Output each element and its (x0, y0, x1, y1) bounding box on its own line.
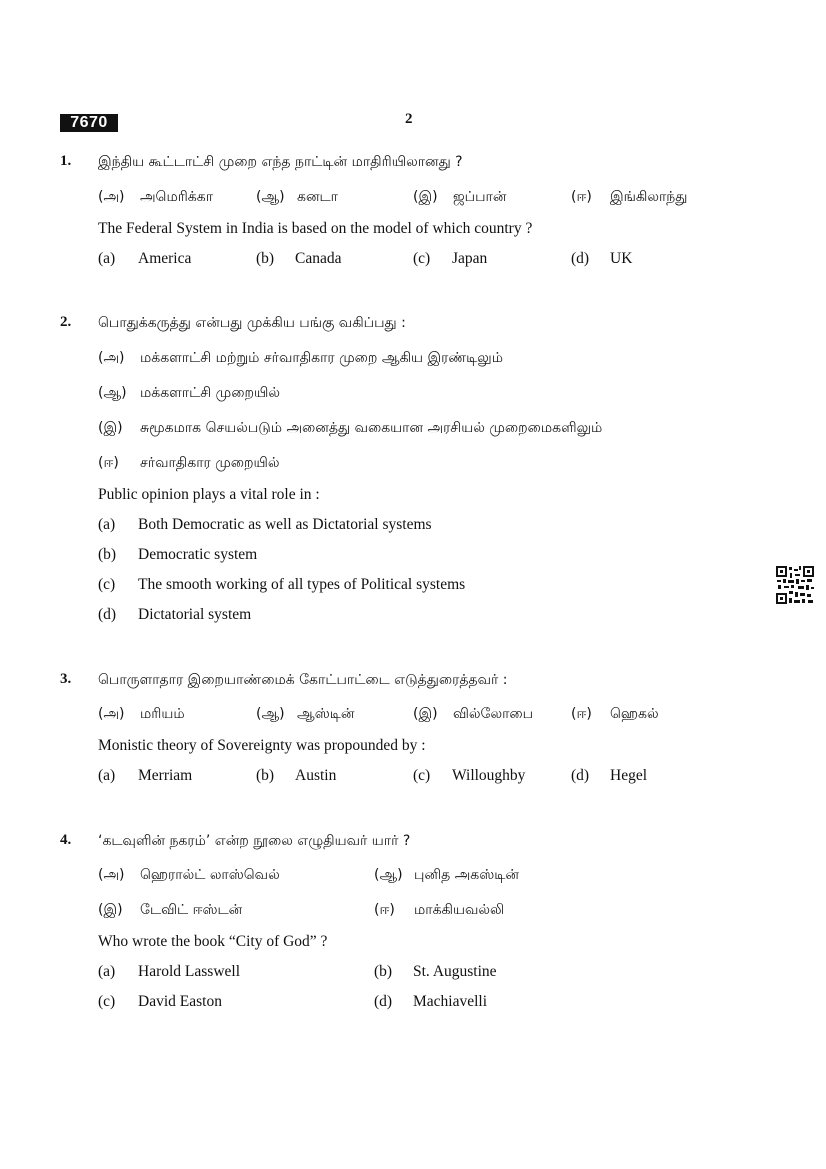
option-text-tamil: புனித அகஸ்டின் (414, 867, 520, 883)
option-label: (a) (98, 767, 116, 784)
question-text-english: Public opinion plays a vital role in : (98, 486, 320, 503)
option-label: (ஈ) (571, 706, 592, 722)
question-number: 2. (60, 314, 72, 330)
option-text-english: Japan (452, 250, 488, 267)
option-text-english: America (138, 250, 192, 267)
page-number: 2 (405, 111, 413, 127)
option-text-tamil: சுமூகமாக செயல்படும் அனைத்து வகையான அரசியல் முறைமைகளிலும் (140, 420, 603, 436)
option-label: (b) (374, 963, 393, 980)
option-label: (ஈ) (98, 455, 119, 471)
option-text-tamil: டேவிட் ஈஸ்டன் (140, 902, 243, 918)
option-text-tamil: ஜப்பான் (453, 189, 507, 205)
option-label: (c) (413, 767, 431, 784)
option-label: (b) (256, 250, 275, 267)
option-label: (அ) (98, 867, 125, 883)
option-label: (a) (98, 516, 116, 533)
option-label: (b) (98, 546, 117, 563)
option-text-tamil: ஹெரால்ட் லாஸ்வெல் (140, 867, 280, 883)
paper-code-badge: 7670 (60, 114, 118, 132)
option-label: (c) (98, 993, 116, 1010)
option-text-english: Austin (295, 767, 337, 784)
question-text-english: The Federal System in India is based on the model of which country ? (98, 220, 533, 237)
question-text-english: Who wrote the book “City of God” ? (98, 933, 328, 950)
option-text-english: Hegel (610, 767, 648, 784)
option-text-tamil: சர்வாதிகார முறையில் (140, 455, 280, 471)
option-text-english: David Easton (138, 993, 222, 1010)
option-text-tamil: வில்லோபை (453, 706, 534, 722)
option-text-tamil: ஹெகல் (610, 706, 659, 722)
option-label: (ஈ) (571, 189, 592, 205)
question-text-tamil: இந்திய கூட்டாட்சி முறை எந்த நாட்டின் மாதிரியிலானது ? (98, 154, 463, 170)
option-label: (a) (98, 250, 116, 267)
question-text-tamil: பொருளாதார இறையாண்மைக் கோட்பாட்டை எடுத்துரைத்தவர் : (98, 672, 508, 688)
option-label: (ஆ) (98, 385, 127, 401)
option-label: (b) (256, 767, 275, 784)
question-text-tamil: ‘கடவுளின் நகரம்’ என்ற நூலை எழுதியவர் யார் ? (98, 833, 411, 849)
question-number: 3. (60, 671, 72, 687)
question-text-english: Monistic theory of Sovereignty was propounded by : (98, 737, 426, 754)
option-text-english: Willoughby (452, 767, 526, 784)
option-label: (ஆ) (256, 189, 285, 205)
option-text-tamil: மரியம் (140, 706, 185, 722)
option-text-english: Harold Lasswell (138, 963, 241, 980)
question-number: 4. (60, 832, 72, 848)
option-label: (அ) (98, 350, 125, 366)
option-label: (ஆ) (256, 706, 285, 722)
option-text-english: Both Democratic as well as Dictatorial systems (138, 516, 432, 533)
option-label: (இ) (98, 420, 123, 436)
option-text-english: Canada (295, 250, 342, 267)
option-label: (a) (98, 963, 116, 980)
option-text-tamil: அமெரிக்கா (140, 189, 214, 205)
option-label: (c) (98, 576, 116, 593)
option-label: (அ) (98, 706, 125, 722)
option-label: (அ) (98, 189, 125, 205)
option-label: (c) (413, 250, 431, 267)
question-number: 1. (60, 153, 72, 169)
option-text-tamil: இங்கிலாந்து (610, 189, 688, 205)
option-text-tamil: மக்களாட்சி மற்றும் சர்வாதிகார முறை ஆகிய இரண்டிலும் (140, 350, 503, 366)
option-text-tamil: மக்களாட்சி முறையில் (140, 385, 280, 401)
option-text-tamil: மாக்கியவல்லி (414, 902, 505, 918)
option-text-tamil: ஆஸ்டின் (297, 706, 355, 722)
option-label: (இ) (413, 189, 438, 205)
option-text-english: UK (610, 250, 633, 267)
option-label: (இ) (413, 706, 438, 722)
option-text-tamil: கனடா (297, 189, 338, 205)
option-label: (d) (374, 993, 393, 1010)
option-text-english: St. Augustine (413, 963, 497, 980)
option-label: (d) (571, 767, 590, 784)
option-text-english: Democratic system (138, 546, 258, 563)
option-label: (ஈ) (374, 902, 395, 918)
option-label: (ஆ) (374, 867, 403, 883)
option-text-english: Merriam (138, 767, 193, 784)
option-text-english: Dictatorial system (138, 606, 252, 623)
qr-code (776, 566, 814, 604)
option-label: (d) (98, 606, 117, 623)
option-text-english: Machiavelli (413, 993, 488, 1010)
option-label: (d) (571, 250, 590, 267)
question-text-tamil: பொதுக்கருத்து என்பது முக்கிய பங்கு வகிப்பது : (98, 315, 406, 331)
option-label: (இ) (98, 902, 123, 918)
option-text-english: The smooth working of all types of Political systems (138, 576, 466, 593)
